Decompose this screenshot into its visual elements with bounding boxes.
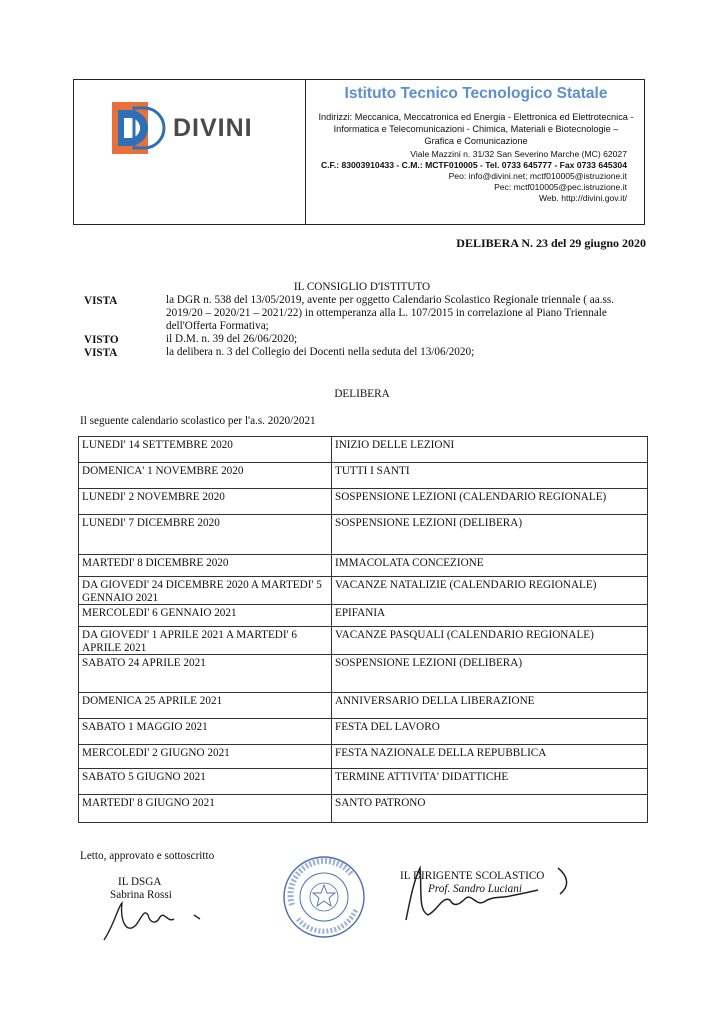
dsga-title: IL DSGA [118, 876, 162, 888]
premise-label-3: VISTA [84, 347, 118, 359]
calendar-date-cell: MARTEDI' 8 DICEMBRE 2020 [79, 555, 332, 577]
calendar-row [79, 577, 648, 605]
calendar-event-cell: TERMINE ATTIVITA' DIDATTICHE [332, 769, 648, 795]
calendar-date-cell: DOMENICA' 1 NOVEMBRE 2020 [79, 463, 332, 489]
calendar-row [79, 627, 648, 655]
calendar-row [79, 515, 648, 555]
premise-text-1a: la DGR n. 538 del 13/05/2019, avente per oggetto Calendario Scolastico Regionale triennale ( aa.ss. [166, 294, 615, 306]
calendar-row [79, 555, 648, 577]
calendar-event-cell: IMMACOLATA CONCEZIONE [332, 555, 648, 577]
addresses-line-1: Indirizzi: Meccanica, Meccatronica ed Energia - Elettronica ed Elettrotecnica - [318, 112, 634, 122]
pec-email[interactable]: Pec: mctf010005@pec.istruzione.it [494, 182, 627, 192]
calendar-event-cell: SOSPENSIONE LEZIONI (DELIBERA) [332, 655, 648, 693]
school-name: Istituto Tecnico Tecnologico Statale [344, 85, 608, 102]
calendar-date-cell: DA GIOVEDI' 1 APRILE 2021 A MARTEDI' 6 APRILE 2021 [79, 627, 332, 655]
calendar-event-cell: ANNIVERSARIO DELLA LIBERAZIONE [332, 693, 648, 719]
calendar-event-cell: VACANZE NATALIZIE (CALENDARIO REGIONALE) [332, 577, 648, 605]
calendar-event-cell: SANTO PATRONO [332, 795, 648, 823]
delibera-number: DELIBERA N. 23 del 29 giugno 2020 [456, 236, 646, 250]
addresses-line-3: Grafica e Comunicazione [424, 136, 528, 146]
calendar-date-cell: SABATO 1 MAGGIO 2021 [79, 719, 332, 745]
calendar-date-cell: SABATO 24 APRILE 2021 [79, 655, 332, 693]
school-stamp [282, 855, 366, 939]
calendar-row [79, 655, 648, 693]
calendar-date-cell: SABATO 5 GIUGNO 2021 [79, 769, 332, 795]
calendar-date-cell: MARTEDI' 8 GIUGNO 2021 [79, 795, 332, 823]
calendar-row [79, 437, 648, 463]
calendar-row [79, 693, 648, 719]
emblem-star-icon [313, 885, 335, 906]
delibera-heading: DELIBERA [334, 388, 390, 400]
calendar-date-cell: LUNEDI' 2 NOVEMBRE 2020 [79, 489, 332, 515]
calendar-row [79, 745, 648, 769]
premise-text-3: la delibera n. 3 del Collegio dei Docenti nella seduta del 13/06/2020; [166, 346, 475, 358]
calendar-event-cell: VACANZE PASQUALI (CALENDARIO REGIONALE) [332, 627, 648, 655]
calendar-row [79, 795, 648, 823]
logo-text: DIVINI [173, 114, 253, 142]
calendar-row [79, 463, 648, 489]
calendar-row [79, 605, 648, 627]
calendar-date-cell: DOMENICA 25 APRILE 2021 [79, 693, 332, 719]
premise-text-1b: 2019/20 – 2020/21 – 2021/22) in ottemperanza alla L. 107/2015 in correlazione al Piano Triennale [166, 307, 607, 319]
dsga-name: Sabrina Rossi [110, 889, 172, 901]
calendar-event-cell: TUTTI I SANTI [332, 463, 648, 489]
premise-text-2: il D.M. n. 39 del 26/06/2020; [166, 333, 298, 345]
calendar-date-cell: LUNEDI' 14 SETTEMBRE 2020 [79, 437, 332, 463]
council-title: IL CONSIGLIO D'ISTITUTO [293, 281, 431, 293]
addresses-line-2: Informatica e Telecomunicazioni - Chimica, Materiali e Biotecnologie – [333, 124, 619, 134]
closing-text: Letto, approvato e sottoscritto [80, 850, 215, 862]
calendar-row [79, 769, 648, 795]
ds-signature [398, 860, 578, 930]
dsga-signature [96, 895, 216, 945]
calendar-date-cell: MERCOLEDI' 2 GIUGNO 2021 [79, 745, 332, 769]
calendar-row [79, 719, 648, 745]
calendar-event-cell: EPIFANIA [332, 605, 648, 627]
premise-text-1c: dell'Offerta Formativa; [166, 320, 269, 332]
calendar-event-cell: SOSPENSIONE LEZIONI (CALENDARIO REGIONALE) [332, 489, 648, 515]
fiscal-codes: C.F.: 83003910433 - C.M.: MCTF010005 - Tel. 0733 645777 - Fax 0733 645304 [320, 160, 627, 170]
premise-label-1: VISTA [84, 295, 118, 307]
calendar-event-cell: FESTA NAZIONALE DELLA REPUBBLICA [332, 745, 648, 769]
calendar-event-cell: SOSPENSIONE LEZIONI (DELIBERA) [332, 515, 648, 555]
calendar-table [78, 436, 648, 823]
calendar-date-cell: MERCOLEDI' 6 GENNAIO 2021 [79, 605, 332, 627]
peo-email[interactable]: Peo: info@divini.net; mctf010005@istruzione.it [448, 171, 627, 181]
calendar-event-cell: FESTA DEL LAVORO [332, 719, 648, 745]
letterhead-divider [305, 79, 306, 225]
calendar-event-cell: INIZIO DELLE LEZIONI [332, 437, 648, 463]
calendar-date-cell: DA GIOVEDI' 24 DICEMBRE 2020 A MARTEDI' 5 GENNAIO 2021 [79, 577, 332, 605]
calendar-date-cell: LUNEDI' 7 DICEMBRE 2020 [79, 515, 332, 555]
premise-label-2: VISTO [84, 334, 119, 346]
ds-title: IL DIRIGENTE SCOLASTICO [400, 870, 545, 882]
street-address: Viale Mazzini n. 31/32 San Severino Marche (MC) 62027 [410, 149, 627, 159]
website-link[interactable]: Web. http://divini.gov.it/ [538, 193, 627, 203]
calendar-row [79, 489, 648, 515]
ds-name: Prof. Sandro Luciani [428, 883, 522, 895]
calendar-intro: Il seguente calendario scolastico per l'a.s. 2020/2021 [80, 415, 316, 427]
